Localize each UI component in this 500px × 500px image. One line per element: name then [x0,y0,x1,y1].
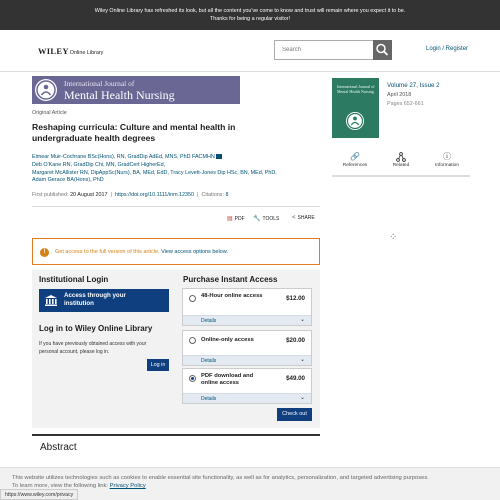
info-icon: ⓘ [443,152,451,161]
privacy-policy-link[interactable]: Privacy Policy [109,483,146,489]
share-label: SHARE [297,215,315,221]
access-message [55,249,228,255]
journal-banner[interactable] [32,76,240,104]
wiley-login-heading: Log in to Wiley Online Library [39,324,153,333]
network-icon [378,150,424,163]
journal-banner-line2: Mental Health Nursing [64,88,175,102]
search-box [274,40,392,60]
wrench-icon: 🔧 [253,216,261,222]
publication-info: First published: 20 August 2017 | https://doi.org/10.1111/inm.12350 | Citations: 8 [32,192,229,198]
article-type: Original Article [32,110,67,116]
access-banner [32,238,320,265]
cover-title: International Journal of Mental Health Nursing [337,84,375,94]
author-line[interactable]: Deb O'Kane RN, GradDip Chi, MN, GradCert HigherEd, [32,161,166,168]
option-price: $49.00 [286,375,305,382]
login-register-link[interactable]: Login / Register [426,46,469,52]
access-options-link[interactable]: View access options below. [161,249,228,255]
tab-information[interactable] [424,150,470,175]
refresh-notice-bar [0,0,500,30]
search-icon [373,40,392,60]
option-details-label: Details [201,358,217,364]
journal-cover[interactable] [332,78,379,138]
pdf-label: PDF [234,216,245,222]
cookie-line1: This website utilizes technologies such as cookies to enable essential site functionality, as well as for analytics, personalization, and targeted advertising purposes. [12,475,429,481]
checkout-button[interactable]: Check out [277,408,312,421]
option-details-label: Details [201,396,217,402]
tools-button[interactable] [253,215,279,222]
chevron-down-icon: ⌄ [299,357,305,363]
refresh-notice-line2: Thanks for being a regular visitor! [210,16,290,22]
link-icon: 🔗 [350,152,360,161]
cookie-line2-prefix: To learn more, view the following link: [12,483,109,489]
option-details-toggle[interactable] [183,355,311,365]
pdf-button[interactable] [227,215,245,222]
access-message-text: Get access to the full version of this article. [55,249,160,255]
option-label: Online-only access [201,337,254,343]
article-title: Reshaping curricula: Culture and mental health in undergraduate health degrees [32,122,236,143]
refresh-notice-line1: Wiley Online Library has refreshed its look, but all the content you've come to know and trust will remain where you expect it to be. [94,8,406,14]
option-radio-selected[interactable] [189,375,196,382]
tab-related[interactable] [378,150,424,175]
email-icon[interactable] [216,154,222,159]
share-icon: < [292,215,296,221]
divider [32,206,320,207]
author-line[interactable]: Adam Gerace BA(Hons), PhD [32,177,104,184]
loading-spinner-icon: ⁘ [389,232,398,243]
author-line [32,154,332,162]
option-details-toggle[interactable] [183,393,311,403]
sidebar-tabs [332,150,470,177]
purchase-heading: Purchase Instant Access [183,275,278,284]
alert-icon: ! [40,248,49,257]
cookie-text [12,474,429,490]
abstract-heading: Abstract [40,442,77,453]
tab-label: Related [392,163,410,168]
option-details-toggle[interactable] [183,315,311,325]
first-published-date: 20 August 2017 [70,192,108,198]
option-radio[interactable] [189,337,196,344]
tab-label: References [342,163,368,168]
tab-label: Information [435,163,459,168]
first-published-label: First published: [32,192,69,198]
author-link[interactable]: Eimear Muir-Cochrane BSc(Hons), RN, GradDip AdEd, MNS, PhD FACMHN [32,154,215,160]
wiley-login-text: If you have previously obtained access with your personal account, please log in. [39,341,147,355]
chevron-down-icon: ⌄ [299,317,305,323]
share-button[interactable] [292,215,315,221]
author-list [32,154,332,185]
chevron-down-icon: ⌄ [299,395,305,401]
option-radio[interactable] [189,295,196,302]
site-header [0,30,500,72]
purchase-option[interactable] [182,368,312,404]
institution-access-label [64,292,126,308]
doi-link[interactable]: https://doi.org/10.1111/inm.12350 [114,192,195,198]
wiley-logo[interactable] [38,46,103,56]
option-price: $12.00 [286,295,305,302]
pdf-icon: ▤ [227,216,233,222]
option-price: $20.00 [286,337,305,344]
option-label: PDF download and online access [201,373,254,386]
issue-date: April 2018 [387,92,412,98]
tab-references[interactable] [332,150,378,175]
citations-count[interactable]: 8 [225,192,229,198]
author-line[interactable]: Margaret McAllister RN, DipAppSc(Nurs), BA, MEd, EdD, Tracy Levett-Jones Dip HSc, BN, MEd, PhD, [32,169,277,176]
citations-label: Citations: [201,192,224,198]
purchase-option[interactable] [182,288,312,326]
browser-status-url: https://www.wiley.com/privacy [0,489,78,500]
access-panel [32,270,320,428]
abstract-section [32,434,320,464]
wiley-logo-sub: Online Library [69,50,104,56]
wiley-logo-main: WILEY [38,46,69,56]
log-in-button[interactable]: Log in [147,359,169,371]
option-details-label: Details [201,318,217,324]
option-label: 48-Hour online access [201,293,263,299]
institution-access-line1: Access through your [64,292,126,299]
tools-label: TOOLS [262,216,280,222]
search-button[interactable] [373,40,392,60]
journal-emblem-icon [35,79,57,101]
institutional-login-heading: Institutional Login [39,275,109,284]
purchase-option[interactable] [182,330,312,366]
cover-emblem-icon [346,112,364,130]
institution-access-line2: institution [64,300,94,307]
institution-access-button[interactable] [39,289,169,312]
issue-volume-link[interactable]: Volume 27, Issue 2 [387,82,440,89]
issue-pages: Pages 652-661 [387,101,424,107]
institution-icon [45,295,57,306]
journal-banner-line1: International Journal of [64,79,135,88]
search-input[interactable] [275,41,375,59]
